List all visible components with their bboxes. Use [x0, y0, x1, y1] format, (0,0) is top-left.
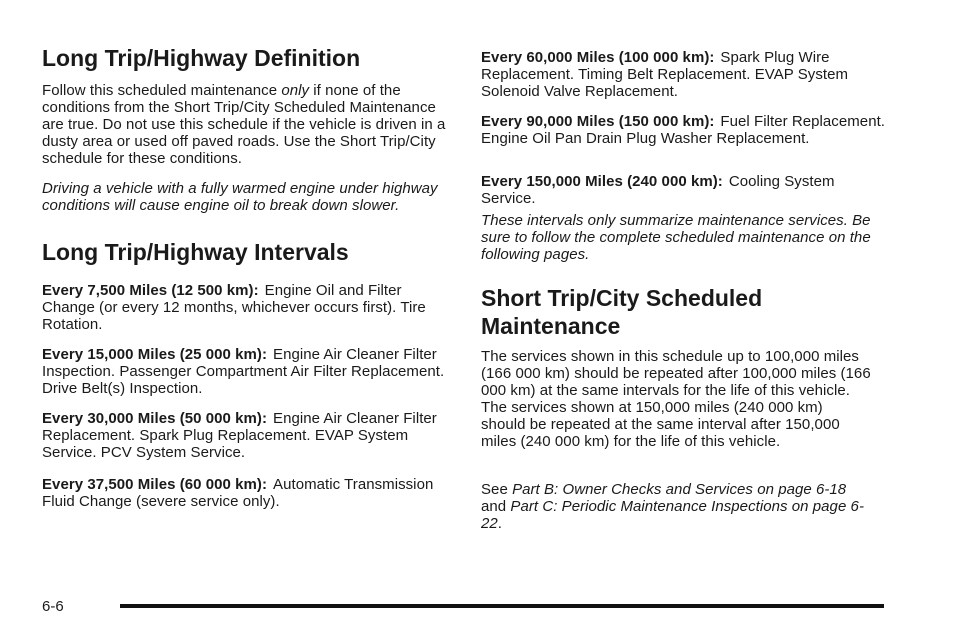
paragraph-summary-note	[481, 212, 881, 263]
reference-part-b: Part B: Owner Checks and Services on page 6-18	[512, 481, 847, 498]
heading-short-trip-maintenance	[481, 284, 881, 340]
interval-text: Spark Plug Wire Replacement. Timing Belt Replacement. EVAP System Solenoid Valve Replacement.	[481, 49, 849, 100]
heading-long-trip-intervals: Long Trip/Highway Intervals	[42, 239, 349, 265]
interval-item	[42, 282, 452, 333]
paragraph-see-references	[481, 481, 871, 532]
interval-label: Every 60,000 Miles (100 000 km):	[481, 49, 715, 66]
interval-label: Every 150,000 Miles (240 000 km):	[481, 173, 723, 190]
interval-item	[481, 49, 891, 100]
para-emphasis: only	[281, 82, 310, 99]
footer-rule	[120, 604, 884, 608]
interval-label: Every 90,000 Miles (150 000 km):	[481, 113, 715, 130]
para-text: .	[497, 515, 503, 532]
page-number: 6-6	[42, 598, 64, 615]
interval-text: Fuel Filter Replacement. Engine Oil Pan Drain Plug Washer Replacement.	[481, 113, 886, 147]
heading-line: Maintenance	[481, 313, 621, 339]
interval-item	[42, 346, 452, 397]
interval-item	[42, 476, 452, 510]
interval-text: Engine Oil and Filter Change (or every 12 months, whichever occurs first). Tire Rotation.	[42, 282, 426, 333]
interval-text: Engine Air Cleaner Filter Replacement. Spark Plug Replacement. EVAP System Service. PCV System Service.	[42, 410, 437, 461]
interval-label: Every 37,500 Miles (60 000 km):	[42, 476, 268, 493]
para-text: See	[481, 481, 513, 498]
interval-label: Every 30,000 Miles (50 000 km):	[42, 410, 268, 427]
interval-text: Engine Air Cleaner Filter Inspection. Passenger Compartment Air Filter Replacement. Drive Belt(s) Inspection.	[42, 346, 445, 397]
para-text: and	[481, 498, 511, 515]
para-text: if none of the conditions from the Short Trip/City Scheduled Maintenance are true. Do not use this schedule if the vehicle is driven in a dusty area or used off paved roads. Use the Short Trip/City schedule for these conditions.	[42, 82, 446, 167]
heading-line: Short Trip/City Scheduled	[481, 285, 763, 311]
interval-label: Every 15,000 Miles (25 000 km):	[42, 346, 268, 363]
interval-item	[481, 113, 891, 147]
paragraph-follow-schedule	[42, 82, 454, 167]
paragraph-services: The services shown in this schedule up to 100,000 miles (166 000 km) should be repeated after 100,000 miles (166 000 km) at the same intervals for the life of this vehicle. The services shown at 150,000 miles (240 000 km) should be repeated at the same interval after 150,000 miles (240 000 km) for the life of this vehicle.	[481, 348, 871, 450]
interval-item	[42, 410, 452, 461]
para-text: Follow this scheduled maintenance	[42, 82, 282, 99]
italic-note: These intervals only summarize maintenance services. Be sure to follow the complete scheduled maintenance on the following pages.	[481, 212, 871, 263]
interval-label: Every 7,500 Miles (12 500 km):	[42, 282, 259, 299]
interval-text: Cooling System Service.	[481, 173, 835, 207]
interval-item	[481, 173, 891, 207]
interval-text: Automatic Transmission Fluid Change (severe service only).	[42, 476, 434, 510]
reference-part-c: Part C: Periodic Maintenance Inspections on page 6-22	[481, 498, 864, 532]
heading-long-trip-definition: Long Trip/Highway Definition	[42, 45, 361, 71]
paragraph-driving-note	[42, 180, 442, 214]
italic-note: Driving a vehicle with a fully warmed engine under highway conditions will cause engine oil to break down slower.	[42, 180, 438, 214]
